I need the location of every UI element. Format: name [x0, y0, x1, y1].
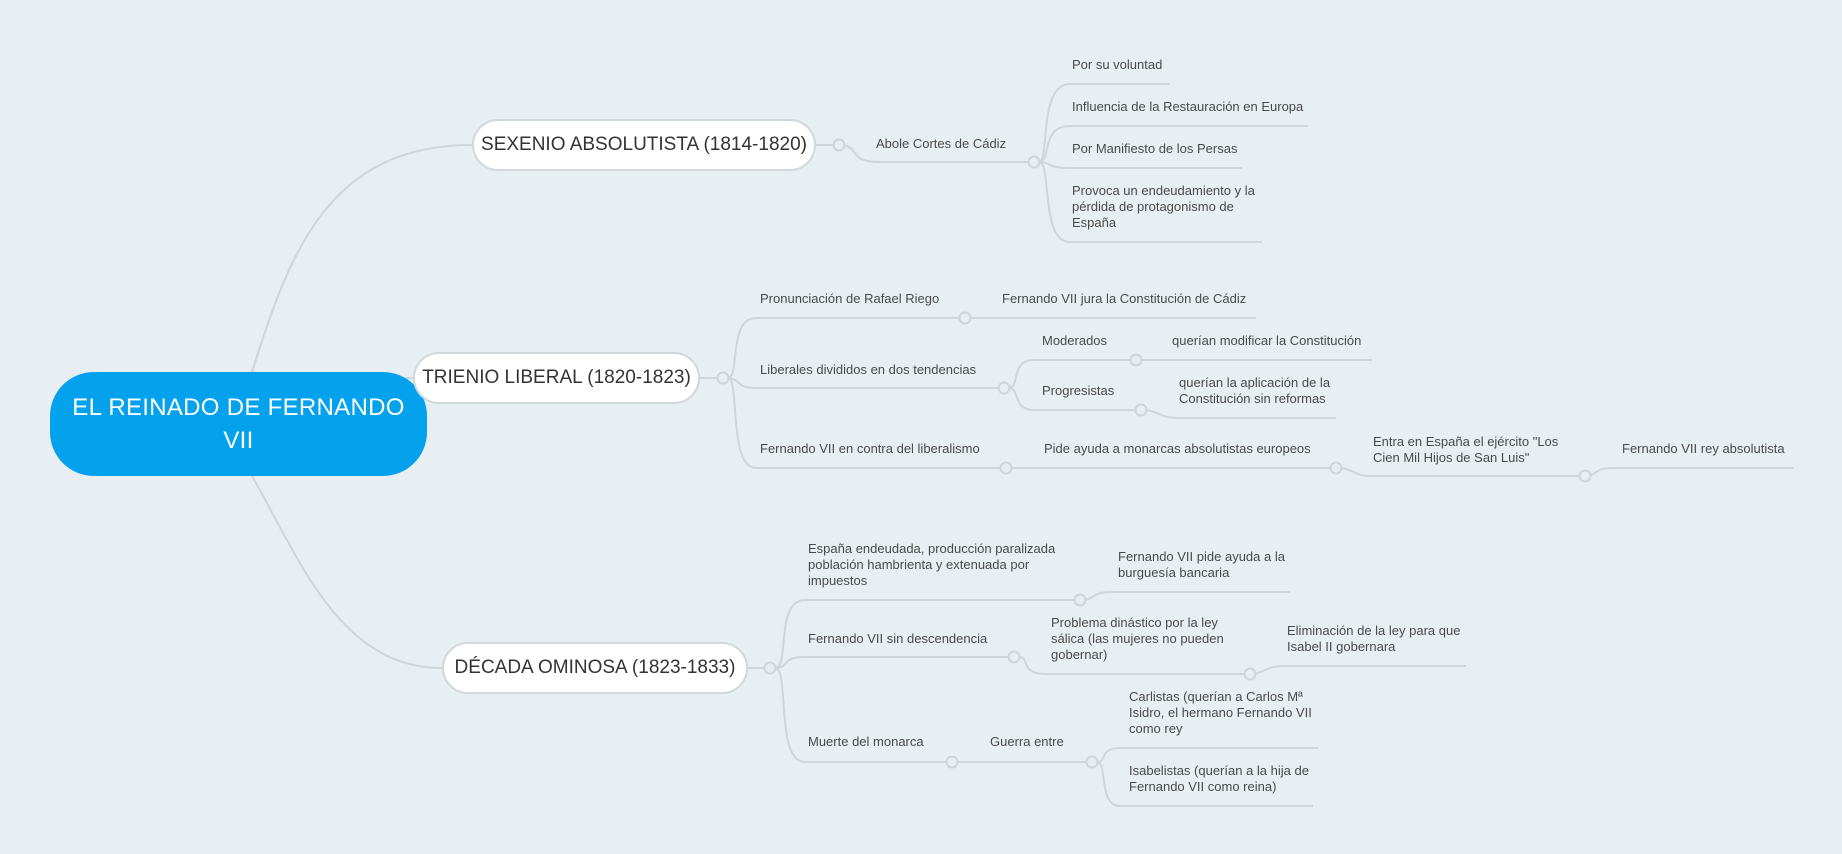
topic-sexenio-absolutista[interactable]: SEXENIO ABSOLUTISTA (1814-1820) — [472, 119, 816, 171]
subtopic-muerte-monarca[interactable]: Muerte del monarca — [808, 734, 924, 749]
subtopic-por-su-voluntad[interactable]: Por su voluntad — [1072, 57, 1163, 72]
subtopic-problema-dinastico[interactable]: Problema dinástico por la ley sálica (las mujeres no pueden gobernar) — [1051, 615, 1224, 662]
subtopic-cien-mil-hijos[interactable]: Entra en España el ejército "Los Cien Mil Hijos de San Luis" — [1373, 434, 1559, 465]
subtopic-abole-cortes[interactable]: Abole Cortes de Cádiz — [876, 136, 1007, 151]
subtopic-progresistas-desc[interactable]: querían la aplicación de la Constitución sin reformas — [1179, 375, 1331, 406]
subtopic-influencia-restauracion[interactable]: Influencia de la Restauración en Europa — [1072, 99, 1304, 114]
subtopic-burguesia-bancaria[interactable]: Fernando VII pide ayuda a la burguesía bancaria — [1118, 549, 1285, 580]
subtopic-sin-descendencia[interactable]: Fernando VII sin descendencia — [808, 631, 988, 646]
subtopic-contra-liberalismo[interactable]: Fernando VII en contra del liberalismo — [760, 441, 980, 456]
subtopic-pide-ayuda-monarcas[interactable]: Pide ayuda a monarcas absolutistas europeos — [1044, 441, 1311, 456]
subtopic-liberales-divididos[interactable]: Liberales divididos en dos tendencias — [760, 362, 977, 377]
subtopic-pronunciacion-riego[interactable]: Pronunciación de Rafael Riego — [760, 291, 940, 306]
topic-decada-ominosa[interactable]: DÉCADA OMINOSA (1823-1833) — [442, 642, 748, 694]
subtopic-progresistas[interactable]: Progresistas — [1042, 383, 1115, 398]
subtopic-rey-absolutista[interactable]: Fernando VII rey absolutista — [1622, 441, 1785, 456]
subtopic-moderados[interactable]: Moderados — [1042, 333, 1108, 348]
subtopic-jura-constitucion[interactable]: Fernando VII jura la Constitución de Cádiz — [1002, 291, 1247, 306]
root-topic[interactable]: EL REINADO DE FERNANDO VII — [50, 372, 427, 476]
topic-trienio-liberal[interactable]: TRIENIO LIBERAL (1820-1823) — [413, 352, 700, 404]
subtopic-isabelistas[interactable]: Isabelistas (querían a la hija de Fernando VII como reina) — [1129, 763, 1309, 794]
subtopic-guerra-entre[interactable]: Guerra entre — [990, 734, 1064, 749]
subtopic-manifiesto-persas[interactable]: Por Manifiesto de los Persas — [1072, 141, 1238, 156]
subtopic-moderados-desc[interactable]: querían modificar la Constitución — [1172, 333, 1362, 348]
subtopic-espana-endeudada[interactable]: España endeudada, producción paralizada población hambrienta y extenuada por impuestos — [808, 541, 1056, 588]
subtopic-carlistas[interactable]: Carlistas (querían a Carlos Mª Isidro, el hermano Fernando VII como rey — [1129, 689, 1312, 736]
subtopic-eliminacion-ley[interactable]: Eliminación de la ley para que Isabel II gobernara — [1287, 623, 1461, 654]
subtopic-provoca-endeudamiento[interactable]: Provoca un endeudamiento y la pérdida de protagonismo de España — [1072, 183, 1255, 230]
